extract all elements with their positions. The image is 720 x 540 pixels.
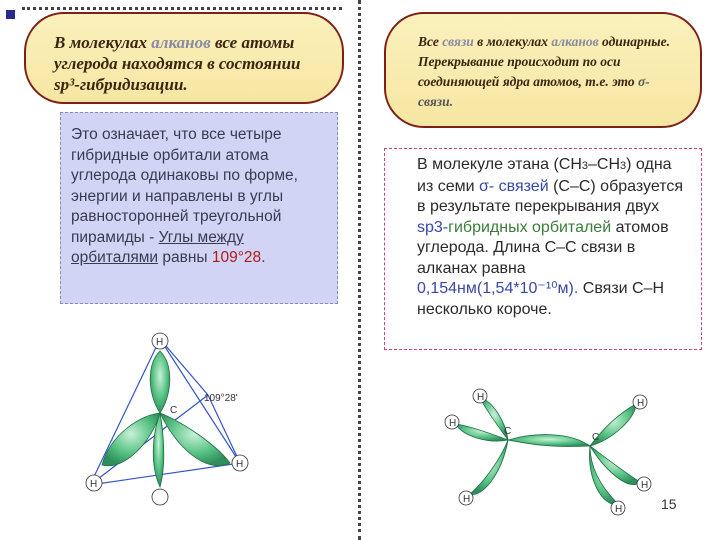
angle-value: 109°28: [211, 249, 262, 266]
left-callout-text-2: все атомы углерода находятся в состоянии sp³-гибридизации.: [54, 33, 301, 94]
left-box-text-4: .: [261, 249, 266, 266]
methane-h-top: H: [156, 337, 164, 348]
right-box-text-2: –СН: [588, 156, 621, 173]
subscript-1: 3: [581, 160, 589, 172]
methane-c: C: [170, 405, 178, 416]
left-box-text-3: равны: [158, 249, 212, 266]
right-callout-text-3: одинарные. Перекрывание происходит по оси соединяющей ядра атомов, т.е. это: [418, 34, 671, 89]
left-box-text-1: Это означает, что все четыре гибридные орбитали атома углерода одинаковы по форме, энергии и направлены в углы равносторонней треугольной пирамиды -: [71, 126, 298, 246]
bullet-square-icon: [6, 10, 15, 19]
methane-h-left: H: [90, 479, 98, 490]
top-dotted-line: [22, 7, 342, 10]
left-callout-text-1: В молекулах: [54, 33, 152, 52]
sp3-term: sp3-: [417, 218, 449, 236]
ethane-c-1: C: [504, 426, 512, 437]
sigma-bonds-term: σ- связей: [479, 177, 549, 195]
right-callout-sigma: σ-связи.: [418, 74, 650, 109]
right-callout-term-1: связи: [442, 34, 474, 49]
ethane-c-2: C: [592, 432, 600, 443]
ethane-h-5: H: [641, 480, 649, 491]
right-callout-text-1: Все: [418, 34, 443, 49]
right-box-text-6: Связи С–Н несколько короче.: [417, 280, 665, 318]
right-box-text-5: атомов углерода. Длина С–С связи в алканах равна: [417, 218, 669, 277]
ethane-h-4: H: [637, 398, 645, 409]
left-explanation-box: [60, 112, 338, 304]
methane-orbital-diagram: [80, 325, 270, 535]
ethane-h-1: H: [477, 392, 485, 403]
right-box-text-1: В молекуле этана (СН: [417, 156, 582, 173]
right-callout: [384, 12, 702, 128]
hybrid-orbitals-term: гибридных орбиталей: [448, 218, 612, 236]
left-callout: [24, 12, 344, 104]
right-box-text-3: ) одна из семи: [417, 156, 672, 195]
subscript-2: 3: [620, 160, 627, 172]
ethane-h-6: H: [615, 504, 623, 515]
bond-length-value: 0,154нм(1,54*10⁻¹⁰м).: [417, 280, 579, 297]
methane-angle-label: 109°28': [204, 393, 238, 404]
page-number: 15: [661, 496, 677, 512]
left-box-underlined: Углы между орбиталями: [71, 228, 244, 266]
methane-h-right: H: [236, 459, 244, 470]
right-callout-term-2: алканов: [551, 34, 599, 49]
ethane-h-2: H: [449, 418, 457, 429]
ethane-orbital-diagram: [440, 382, 680, 522]
right-explanation-box: [384, 148, 702, 350]
left-callout-term: алканов: [151, 33, 211, 52]
ethane-h-3: H: [463, 494, 471, 505]
center-dotted-divider: [358, 0, 361, 540]
right-callout-text-2: в молекулах: [473, 34, 552, 49]
right-box-text-4: (С–С) образуется в результате перекрывания двух: [417, 177, 684, 215]
